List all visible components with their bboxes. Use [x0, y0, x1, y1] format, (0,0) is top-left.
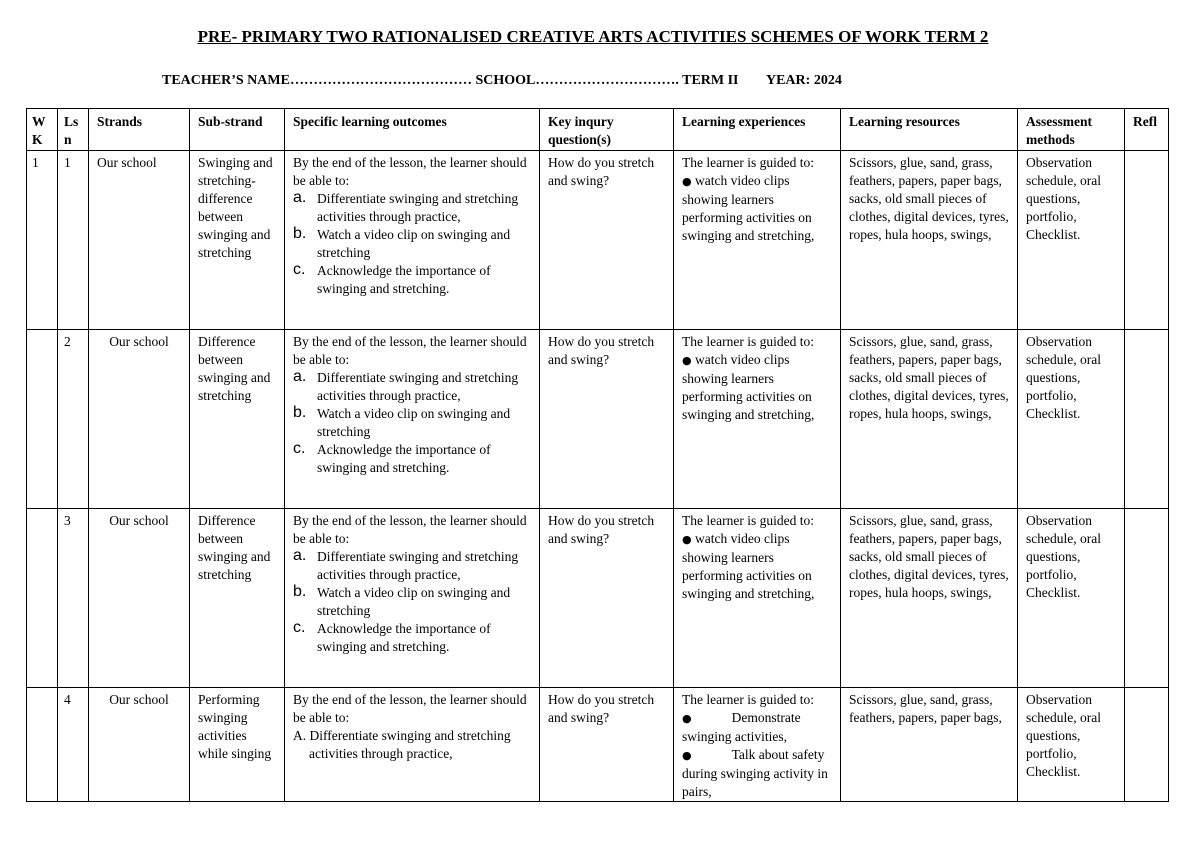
table-row [27, 330, 1169, 509]
experience-item [682, 709, 832, 746]
key-question-cell: How do you stretch and swing? [540, 151, 674, 330]
experience-intro: The learner is guided to: [682, 692, 814, 707]
experience-text: watch video clips showing learners performing activities on swinging and stretching, [682, 173, 815, 243]
substrand-cell: Swinging and stretching- difference between swinging and stretching [190, 151, 285, 330]
outcome-marker: c. [293, 440, 306, 457]
bullet-icon: ● [682, 749, 692, 762]
lesson-cell: 4 [58, 688, 89, 802]
substrand-cell: Performing swinging activities while singing [190, 688, 285, 802]
outcomes-cell [285, 509, 540, 688]
substrand-cell: Difference between swinging and stretching [190, 330, 285, 509]
resources-cell: Scissors, glue, sand, grass, feathers, papers, paper bags, sacks, old small pieces of clothes, digital devices, tyres, ropes, hula hoops, swings, [841, 151, 1018, 330]
bullet-icon: ● [682, 354, 692, 367]
table-header-row [27, 109, 1169, 151]
outcome-marker: c. [293, 619, 306, 636]
strand-cell: Our school [89, 330, 190, 509]
reflection-cell [1125, 688, 1169, 802]
table-row [27, 688, 1169, 802]
outcome-item [293, 620, 531, 656]
strand-cell: Our school [89, 509, 190, 688]
schemes-of-work-table [26, 108, 1169, 802]
week-cell [27, 330, 58, 509]
outcome-text: Acknowledge the importance of swinging and stretching. [317, 263, 491, 296]
header-lesson: Ls n [58, 109, 89, 151]
experiences-cell [674, 509, 841, 688]
outcome-item [293, 405, 531, 441]
outcome-item [293, 584, 531, 620]
outcomes-cell [285, 688, 540, 802]
key-question-cell: How do you stretch and swing? [540, 688, 674, 802]
experience-text: Demonstrate swinging activities, [682, 710, 801, 744]
header-strands: Strands [89, 109, 190, 151]
outcome-marker: c. [293, 261, 306, 278]
week-cell [27, 688, 58, 802]
table-row [27, 151, 1169, 330]
outcome-intro: By the end of the lesson, the learner should be able to: [293, 692, 527, 725]
resources-cell: Scissors, glue, sand, grass, feathers, papers, paper bags, [841, 688, 1018, 802]
table-row [27, 509, 1169, 688]
substrand-cell: Difference between swinging and stretching [190, 509, 285, 688]
outcome-list [293, 369, 531, 477]
lesson-cell: 2 [58, 330, 89, 509]
outcome-intro: By the end of the lesson, the learner should be able to: [293, 155, 527, 188]
outcome-item: A. Differentiate swinging and stretching activities through practice, [293, 728, 511, 761]
lesson-cell: 3 [58, 509, 89, 688]
outcomes-cell [285, 330, 540, 509]
experiences-cell [674, 330, 841, 509]
header-week: W K [27, 109, 58, 151]
header-key-question: Key inqury question(s) [540, 109, 674, 151]
experience-text: Talk about safety during swinging activity in pairs, [682, 747, 828, 799]
experience-intro: The learner is guided to: [682, 513, 814, 528]
outcome-marker: b. [293, 225, 307, 242]
header-assessment: Assessment methods [1018, 109, 1125, 151]
outcome-intro: By the end of the lesson, the learner should be able to: [293, 513, 527, 546]
teacher-info-line: TEACHER’S NAME………………………………… SCHOOL…………………………. TERM II YEAR: 2024 [162, 73, 842, 88]
key-question-cell: How do you stretch and swing? [540, 509, 674, 688]
outcome-marker: a. [293, 368, 307, 385]
bullet-icon: ● [682, 175, 692, 188]
outcome-list [293, 548, 531, 656]
outcome-text: Acknowledge the importance of swinging and stretching. [317, 621, 491, 654]
bullet-icon: ● [682, 712, 692, 725]
outcome-item [293, 441, 531, 477]
reflection-cell [1125, 509, 1169, 688]
experience-text: watch video clips showing learners performing activities on swinging and stretching, [682, 352, 815, 422]
header-reflection: Refl [1125, 109, 1169, 151]
outcome-item [293, 226, 531, 262]
header-outcomes: Specific learning outcomes [285, 109, 540, 151]
outcome-text: Acknowledge the importance of swinging and stretching. [317, 442, 491, 475]
experiences-cell [674, 151, 841, 330]
assessment-cell: Observation schedule, oral questions, portfolio, Checklist. [1018, 330, 1125, 509]
experience-intro: The learner is guided to: [682, 334, 814, 349]
outcome-marker: b. [293, 583, 307, 600]
experience-item [682, 746, 832, 801]
strand-cell: Our school [89, 688, 190, 802]
outcome-item [293, 190, 531, 226]
resources-cell: Scissors, glue, sand, grass, feathers, papers, paper bags, sacks, old small pieces of clothes, digital devices, tyres, ropes, hula hoops, swings, [841, 330, 1018, 509]
outcome-marker: a. [293, 547, 307, 564]
outcome-item [293, 262, 531, 298]
outcome-item [293, 548, 531, 584]
lesson-cell: 1 [58, 151, 89, 330]
header-experiences: Learning experiences [674, 109, 841, 151]
reflection-cell [1125, 330, 1169, 509]
document-title: PRE- PRIMARY TWO RATIONALISED CREATIVE ARTS ACTIVITIES SCHEMES OF WORK TERM 2 [197, 27, 989, 46]
outcome-text: Differentiate swinging and stretching activities through practice, [317, 191, 519, 224]
experience-text: watch video clips showing learners performing activities on swinging and stretching, [682, 531, 815, 601]
outcome-text: Watch a video clip on swinging and stretching [317, 406, 511, 439]
outcome-text: Differentiate swinging and stretching activities through practice, [317, 549, 519, 582]
outcome-list [293, 190, 531, 298]
outcome-text: Watch a video clip on swinging and stretching [317, 585, 511, 618]
outcome-item [293, 369, 531, 405]
experiences-cell [674, 688, 841, 802]
assessment-cell: Observation schedule, oral questions, portfolio, Checklist. [1018, 509, 1125, 688]
week-cell: 1 [27, 151, 58, 330]
resources-cell: Scissors, glue, sand, grass, feathers, papers, paper bags, sacks, old small pieces of clothes, digital devices, tyres, ropes, hula hoops, swings, [841, 509, 1018, 688]
header-resources: Learning resources [841, 109, 1018, 151]
key-question-cell: How do you stretch and swing? [540, 330, 674, 509]
experience-intro: The learner is guided to: [682, 155, 814, 170]
reflection-cell [1125, 151, 1169, 330]
outcome-text: Watch a video clip on swinging and stretching [317, 227, 511, 260]
week-cell [27, 509, 58, 688]
strand-cell: Our school [89, 151, 190, 330]
assessment-cell: Observation schedule, oral questions, portfolio, Checklist. [1018, 688, 1125, 802]
outcome-marker: a. [293, 189, 307, 206]
outcome-intro: By the end of the lesson, the learner should be able to: [293, 334, 527, 367]
header-substrand: Sub-strand [190, 109, 285, 151]
outcome-marker: b. [293, 404, 307, 421]
outcomes-cell [285, 151, 540, 330]
assessment-cell: Observation schedule, oral questions, portfolio, Checklist. [1018, 151, 1125, 330]
bullet-icon: ● [682, 533, 692, 546]
outcome-text: Differentiate swinging and stretching activities through practice, [317, 370, 519, 403]
